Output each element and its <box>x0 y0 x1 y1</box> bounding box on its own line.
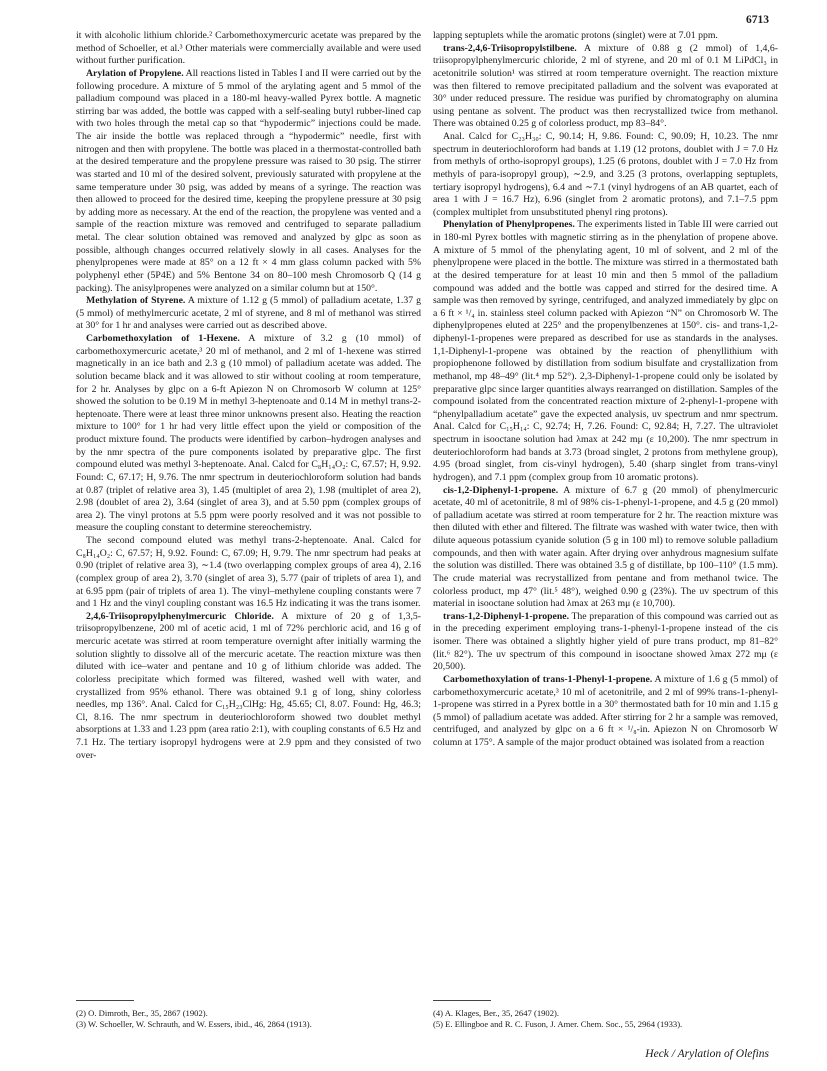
section-heading: Arylation of Propylene. <box>86 67 184 79</box>
left-column <box>76 30 421 762</box>
left-column-paragraph <box>76 333 421 535</box>
left-column-paragraph <box>76 30 421 68</box>
left-column-paragraph <box>76 295 421 333</box>
footnotes-right <box>433 1008 778 1029</box>
footnotes-left <box>76 1008 421 1029</box>
right-column-paragraph <box>433 131 778 219</box>
section-heading: Phenylation of Phenylpropenes. <box>443 219 575 231</box>
section-heading: cis-1,2-Diphenyl-1-propene. <box>443 484 559 496</box>
paragraph-text: A mixture of 3.2 g (10 mmol) of carbomethoxymercuric acetate,³ 20 ml of methanol, and 2 ml of 1-hexene was stirred magnetically in an ice bath and 2.3 g (10 mmol) of palladium acetate was added. The solution became black and it was allowed to stir without cooling at room temperature, for 2 hr. Analyses by glpc on a 6-ft Apiezon N on Chromosorb W column at 125° showed the solution to be 0.19 M in methyl 3-heptenoate and 0.14 M in methyl trans-2-heptenoate. There were at least three minor unknowns present also. Heating the reaction mixture to 100° for 1 hr had very little effect upon the yield or composition of the product mixture found. The products were identified by carbon–hydrogen analyses and by the nmr spectra of the pure components isolated by preparative glpc. The first compound eluted was methyl 3-heptenoate. Anal. Calcd for C₈H₁₄O₂: C, 67.57; H, 9.92. Found: C, 67.17; H, 9.76. The nmr spectrum in deuteriochloroform solution had bands at 0.87 (triplet of relative area 3), 1.45 (multiplet of area 2), 1.98 (multiplet of area 2), 2.98 (doublet of area 2), 3.64 (singlet of area 3), and at 5.50 ppm (complex groups of area 2). The vinyl protons at 5.5 ppm were poorly resolved and it was not possible to measure the coupling constant to determine stereochemistry. <box>76 333 422 534</box>
right-column-paragraph <box>433 30 778 43</box>
right-column-paragraph <box>433 43 778 131</box>
footnote-rule-right <box>433 1000 491 1001</box>
page-number: 6713 <box>746 14 769 26</box>
paragraph-text: Anal. Calcd for C₂₃H₃₀: C, 90.14; H, 9.86. Found: C, 90.09; H, 10.23. The nmr spectrum in deuteriochloroform had bands at 1.19 (12 protons, doublet with J = 7.0 Hz from methyls of ortho-isopropyl groups), 1.25 (6 protons, doublet with J = 7.0 Hz from methyls of para-isopropyl group), ∼2.9, and 3.25 (3 protons, overlapping septuplets, tertiary isopropyl hydrogens), 6.4 and ∼7.1 (vinyl hydrogens of an AB quartet, each of area 1 with J = 16.7 Hz), 6.96 (singlet from 2 aromatic protons), and 7.1–7.5 ppm (complex multiplet from unsubstituted phenyl ring protons). <box>433 131 778 218</box>
running-footer: Heck / Arylation of Olefins <box>645 1048 769 1060</box>
paragraph-text: All reactions listed in Tables I and II were carried out by the following procedure. A mixture of 5 mmol of the arylating agent and 5 mmol of the palladium compound was placed in a 180-ml heavy-walled Pyrex bottle. A magnetic stirring bar was added, the bottle was capped with a self-sealing butyl rubber-lined cap with two holes through the metal cap so that “hypodermic” injections could be made. The air inside the bottle was replaced through a “hypodermic” needle, first with nitrogen and then with propylene. The bottle was placed in a thermostat-controlled bath at the desired temperature and the propylene pressure was raised to 30 psig. The stirrer was started and 10 ml of the desired solvent, previously saturated with propylene at the same temperature under 30 psig, was added by means of a syringe. The reaction was then allowed to proceed for the desired time, keeping the propylene pressure at 30 psig by adding more as necessary. At the end of the reaction, the propylene was vented and a sample of the reaction mixture was removed and centrifuged to separate palladium metal. The clear solution obtained was removed and analyzed by glpc as soon as possible, although changes occurred relatively slowly in all cases. Analyses for the phenylpropenes were made at 85° on a 12 ft × 4 mm glass column packed with 5% polyphenyl ether (5P4E) and 5% Bentone 34 on 80–100 mesh Chromosorb Q (14 g packing). The anisylpropenes were analyzed on a similar column but at 150°. <box>76 67 421 294</box>
paragraph-text: it with alcoholic lithium chloride.² Carbomethoxymercuric acetate was prepared by the method of Schoeller, et al.³ Other materials were commercially available and were used without further purification. <box>76 30 421 67</box>
paragraph-text: The experiments listed in Table III were carried out in 180-ml Pyrex bottles with magnetic stirring as in the phenylation of propene above. A mixture of 5 mmol of the phenylating agent, 10 ml of solvent, and 2 ml of the phenylpropene were placed in the bottle. The mixture was stirred in a thermostated bath at the desired temperature for at least 10 min and then 5 mmol of the palladium compound was added and the bottle was capped and stirred for the desired time. A sample was then removed by syringe, centrifuged, and analyzed immediately by glpc on a 6 ft × ¹/₄ in. stainless steel column packed with Apiezon “N” on Chromosorb W. The diphenylpropenes eluted at 225° and the propenylbenzenes at 150°. cis- and trans-1,2-diphenyl-1-propenes were prepared as described for use as standards in the analyses. 1,1-Diphenyl-1-propene was obtained by the reaction of phenyllithium with propiophenone followed by distillation from sodium bisulfate and crystallization from methanol, mp 48–49° (lit.⁴ mp 52°). 2,3-Diphenyl-1-propene could only be isolated by preparative glpc since larger quantities always rearranged on distillation. Samples of the compound isolated from the concentrated reaction mixture of 2-phenyl-1-propene with “phenylpalladium acetate” gave the expected analysis, uv spectrum and nmr spectrum. Anal. Calcd for C₁₅H₁₄: C, 92.74; H, 7.26. Found: C, 92.84; H, 7.27. The ultraviolet spectrum in isooctane solution had λmax at 242 mμ (ε 10,200). The nmr spectrum in deuteriochloroform had bands at 3.73 (broad singlet, 2 protons from methylene group), 4.95 (broad singlet, from cis-vinyl hydrogen), 5.40 (sharp singlet from trans-vinyl hydrogen), and 7.1 ppm (complex group from 10 aromatic protons). <box>433 219 778 483</box>
paragraph-text: A mixture of 1.12 g (5 mmol) of palladium acetate, 1.37 g (5 mmol) of methylmercuric acetate, 2 ml of styrene, and 8 ml of methanol was stirred at 30° for 1 hr and analyses were carried out as described above. <box>76 295 422 332</box>
left-column-paragraph <box>76 68 421 295</box>
section-heading: Methylation of Styrene. <box>86 295 186 307</box>
section-heading: Carbomethoxylation of 1-Hexene. <box>86 333 240 344</box>
right-column-paragraph <box>433 611 778 674</box>
section-heading: 2,4,6-Triisopropylphenylmercuric Chloride. <box>86 610 274 622</box>
right-column-paragraph <box>433 219 778 484</box>
left-column-paragraph <box>76 611 421 763</box>
right-column-paragraph <box>433 674 778 750</box>
footnote-rule-left <box>76 1000 134 1001</box>
right-column <box>433 30 778 750</box>
section-heading: trans-1,2-Diphenyl-1-propene. <box>443 610 570 622</box>
paragraph-text: A mixture of 1.6 g (5 mmol) of carbomethoxymercuric acetate,³ 10 ml of acetonitrile, and 2 ml of 99% trans-1-phenyl-1-propene was stirred in a Pyrex bottle in a 30° thermostated bath for 10 min and 1.15 g (5 mmol) of palladium acetate was added. After stirring for 2 hr a sample was removed, centrifuged, and analyzed by glpc on a 6 ft × ¹/₈-in. Apiezon N on Chromosorb W column at 175°. A sample of the major product obtained was isolated from a reaction <box>433 673 779 748</box>
section-heading: trans-2,4,6-Triisopropylstilbene. <box>443 42 577 54</box>
paragraph-text: A mixture of 0.88 g (2 mmol) of 1,4,6-triisopropylphenylmercuric chloride, 2 ml of styrene, and 20 ml of 0.1 M LiPdCl₃ in acetonitrile solution¹ was stirred at room temperature overnight. The reaction mixture was then filtered to remove precipitated palladium and the solvent was evaporated at 30° under reduced pressure. The residue was purified by chromatography on alumina using pentane as solvent. The product was then recrystallized twice from methanol. There was obtained 0.25 g of colorless product, mp 83–84°. <box>433 42 778 130</box>
paragraph-text: A mixture of 20 g of 1,3,5-triisopropylbenzene, 200 ml of acetic acid, 1 ml of 72% perchloric acid, and 16 g of mercuric acetate was stirred at room temperature overnight after initially warming the solution slightly to dissolve all of the mercuric acetate. The reaction mixture was then diluted with ice–water and pentane and 10 g of lithium chloride was added. The colorless precipitate which formed was filtered, washed well with water, and crystallized from 95% ethanol. There was obtained 9.1 g of long, shiny colorless needles, mp 136°. Anal. Calcd for C₁₅H₂₃ClHg: Hg, 45.65; Cl, 8.07. Found: Hg, 46.3; Cl, 8.16. The nmr spectrum in deuteriochloroform showed two doublet methyl absorptions at 1.33 and 1.23 ppm (area ratio 2:1), with coupling constants of 6.5 Hz and 7.1 Hz. The tertiary isopropyl hydrogens were at 2.9 ppm and they consisted of two over- <box>76 610 421 761</box>
paragraph-text: lapping septuplets while the aromatic protons (singlet) were at 7.01 ppm. <box>433 30 718 41</box>
paragraph-text: The preparation of this compound was carried out as in the preceding experiment employing trans-1-phenyl-1-propene instead of the cis isomer. There was obtained a slightly higher yield of pure trans product, mp 81–82° (lit.⁶ 82°). The uv spectrum of this compound in isooctane showed λmax 272 mμ (ε 20,500). <box>433 610 778 673</box>
paragraph-text: A mixture of 6.7 g (20 mmol) of phenylmercuric acetate, 40 ml of acetonitrile, 8 ml of 98% cis-1-phenyl-1-propene, and 4.5 g (20 mmol) of palladium acetate was stirred at room temperature for 2 hr. The reaction mixture was then diluted with ether and filtered. The filtrate was washed with water twice, then with dilute aqueous potassium cyanide solution (5 g in 100 ml) to remove soluble palladium compounds, and then with water again. After drying over anhydrous magnesium sulfate the solution was distilled. There was obtained 3.5 g of distillate, bp 100–110° (1.5 mm). The crude material was recrystallized from pentane and from methanol twice. The colorless product, mp 47° (lit.⁵ 48°), weighed 0.90 g (23%). The uv spectrum of this material in isooctane solution had λmax at 263 mμ (ε 10,700). <box>433 484 778 610</box>
paragraph-text: The second compound eluted was methyl trans-2-heptenoate. Anal. Calcd for C₈H₁₄O₂: C, 67.57; H, 9.92. Found: C, 67.09; H, 9.79. The nmr spectrum had peaks at 0.90 (triplet of relative area 3), ∼1.4 (two overlapping complex groups of area 4), 2.16 (complex group of area 2), 3.70 (singlet of area 3), 5.77 (pair of triplets of area 1), and at 6.95 ppm (pair of triplets of area 1). The vinyl–methylene coupling constants were 7 and 1 Hz and the vinyl coupling constant was 16.5 Hz indicating it was the trans isomer. <box>76 535 421 610</box>
footnote-4: (4) A. Klages, Ber., 35, 2647 (1902). <box>433 1008 560 1018</box>
footnote-5: (5) E. Ellingboe and R. C. Fuson, J. Amer. Chem. Soc., 55, 2964 (1933). <box>433 1018 683 1029</box>
left-column-paragraph <box>76 535 421 611</box>
right-column-paragraph <box>433 485 778 611</box>
footnote-3: (3) W. Schoeller, W. Schrauth, and W. Essers, ibid., 46, 2864 (1913). <box>76 1018 312 1029</box>
footnote-2: (2) O. Dimroth, Ber., 35, 2867 (1902). <box>76 1008 208 1018</box>
section-heading: Carbomethoxylation of trans-1-Phenyl-1-propene. <box>443 673 653 685</box>
